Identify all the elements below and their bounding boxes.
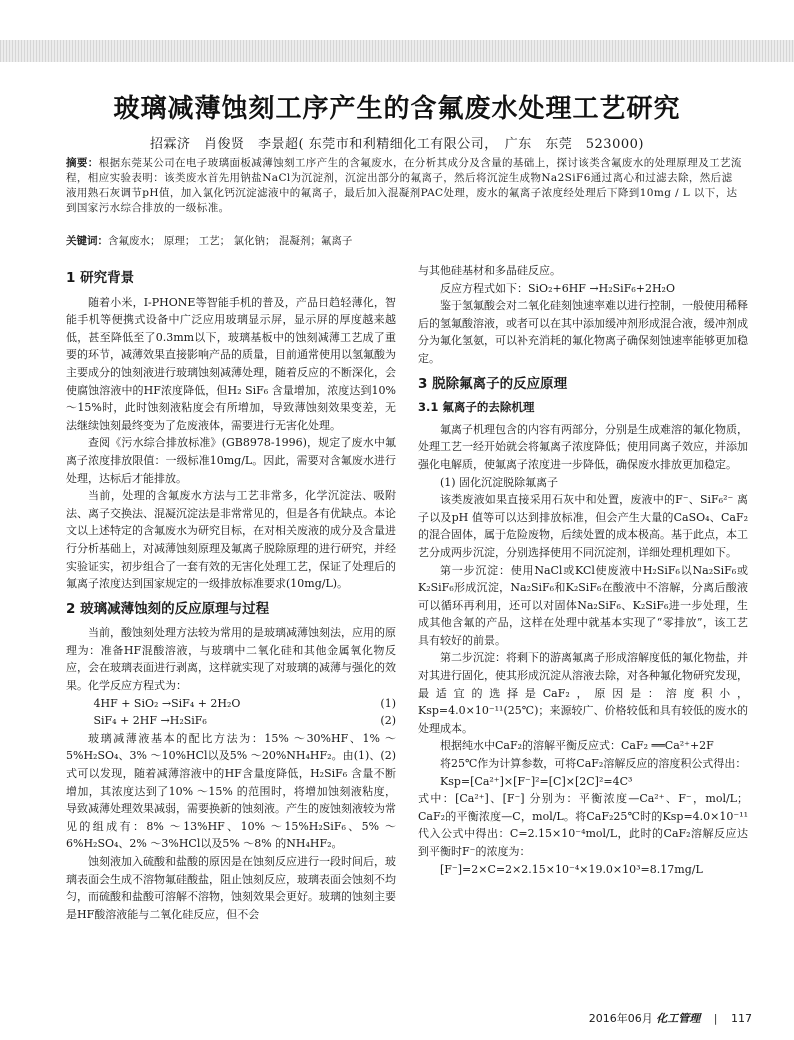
paragraph: 当前，处理的含氟废水方法与工艺非常多，化学沉淀法、吸附法、离子交换法、混凝沉淀法是非常常见的，但是各有优缺点。本论文以上述特定的含氟废水为研究目标，在对相关废液的成分及含量进行分析基础上，对减薄蚀刻原理及氟离子脱除原理的进行研究，并经实验证实，初步组合了一套有效的无害化处理工艺，保证了处理后的氟离子浓度达到国家规定的一级排放标准要求(10mg/L)。 <box>66 489 396 591</box>
paragraph: 氟离子机理包含的内容有两部分，分别是生成难溶的氟化物质，处理工艺一经开始就会将氟离子浓度降低；使用同离子效应，并添加强化电解质，使氟离子浓度进一步降低，确保废水排放更加稳定。 <box>418 422 748 471</box>
paragraph: 随着小米，I-PHONE等智能手机的普及，产品日趋轻薄化，智能手机等便携式设备中广泛应用玻璃显示屏，显示屏的厚度越来越低，甚至降低至了0.3mm以下，玻璃基板中的蚀刻减薄工艺成了重要的环节，减薄效果直接影响产品的质量，目前通常使用以氢氟酸为主要成分的蚀刻液进行玻璃蚀刻减薄处理，随着反应的不断深化，会使腐蚀溶液中的HF浓度降低，但H₂ SiF₆ 含量增加，浓度达到10% ～15%时，此时蚀刻液粘度会有所增加，导致薄蚀刻效果变差，无法继续蚀刻最终变为了危废液体，需要进行无害化处理。 <box>66 295 396 432</box>
keywords-text: 含氟废水； 原理； 工艺； 氯化钠； 混凝剂；氟离子 <box>108 235 353 247</box>
right-column <box>418 262 748 878</box>
equation-2 <box>66 712 396 730</box>
page-footer <box>0 1010 752 1026</box>
paragraph: 反应方程式如下：SiO₂+6HF →H₂SiF₆+2H₂O <box>440 281 675 295</box>
section-heading-3: 3 脱除氟离子的反应原理 <box>418 375 568 392</box>
header-band <box>0 40 794 62</box>
section-heading-2: 2 玻璃减薄蚀刻的反应原理与过程 <box>66 600 270 617</box>
paragraph: 式中：[Ca²⁺]、[F⁻] 分别为：平衡浓度—Ca²⁺、F⁻，mol/L；CaF₂的平衡浓度—C，mol/L。将CaF₂25℃时的Ksp=4.0×10⁻¹¹ 代入公式中得出：C=2.15×10⁻⁴mol/L，此时的CaF₂溶解反应达到平衡时F⁻的浓度为： <box>418 792 748 858</box>
paragraph: 查阅《污水综合排放标准》(GB8978-1996)，规定了废水中氟离子浓度排放限值：一级标准10mg/L。因此，需要对含氟废水进行处理，达标后才能排放。 <box>66 436 396 485</box>
abstract-label: 摘要： <box>66 157 99 169</box>
equation-number: (1) <box>380 696 396 710</box>
footer-journal: 化工管理 <box>656 1012 701 1025</box>
paragraph: 与其他硅基材和多晶硅反应。 <box>418 264 561 277</box>
paragraph: (1) 固化沉淀脱除氟离子 <box>440 475 559 489</box>
paragraph: 玻璃减薄液基本的配比方法为：15% ～30%HF、1% ～5%H₂SO₄、3% ～10%HCl以及5% ～20%NH₄HF₂。由(1)、(2)式可以发现，随着减薄溶液中的HF含量度降低，H₂SiF₆ 含量不断增加，其浓度达到了10% ～15% 的范围时，将增加蚀刻液粘度，导致减薄处理效果减弱，需要换新的蚀刻液。产生的废蚀刻液较为常见的组成有：8% ～13%HF、10% ～15%H₂SiF₆、5% ～6%H₂SO₄、2% ～3%HCl以及5% ～8% 的NH₄HF₂。 <box>66 731 396 851</box>
footer-separator: | <box>713 1012 718 1025</box>
paragraph: 根据纯水中CaF₂的溶解平衡反应式：CaF₂ ══Ca²⁺+2F <box>440 739 714 753</box>
equation-1 <box>66 695 396 713</box>
abstract <box>66 156 742 216</box>
section-heading-1: 1 研究背景 <box>66 270 135 286</box>
paper-title: 玻璃减薄蚀刻工序产生的含氟废水处理工艺研究 <box>113 94 681 124</box>
paragraph: 第二步沉淀：将剩下的游离氟离子形成溶解度低的氟化物盐，并对其进行固化，使其形成沉淀从溶液去除，对各种氟化物研究发现，最适宜的选择是CaF₂，原因是：溶度积小，Ksp=4.0×10⁻¹¹(25℃)；来源较广、价格较低和具有较低的废水的处理成本。 <box>418 651 748 735</box>
paragraph: 第一步沉淀：使用NaCl或KCl使废液中H₂SiF₆以Na₂SiF₆或K₂SiF₆形成沉淀，Na₂SiF₆和K₂SiF₆在酸液中不溶解，分离后酸液可以循环再利用，还可以对固体Na₂SiF₆、K₂SiF₆进一步处理，生成其他含氟的产品，这样在处理中就基本实现了“零排放”，该工艺具有较好的前景。 <box>418 563 748 647</box>
equation-text: 4HF + SiO₂ →SiF₄ + 2H₂O <box>93 696 241 710</box>
footer-date: 2016年06月 <box>588 1012 653 1025</box>
equation-4: [F⁻]=2×C=2×2.15×10⁻⁴×19.0×10³=8.17mg/L <box>440 862 703 876</box>
paper-authors: 招霖济 肖俊贤 李景超( 东莞市和利精细化工有限公司， 广东 东莞 523000) <box>150 137 644 152</box>
subsection-heading-3-1: 3.1 氟离子的去除机理 <box>418 400 535 415</box>
paragraph: 当前，酸蚀刻处理方法较为常用的是玻璃减薄蚀刻法，应用的原理为：准备HF混酸溶液，与玻璃中二氧化硅和其他金属氧化物反应，会在玻璃表面进行剥离，这样就实现了对玻璃的减薄与强化的效果。化学反应方程式为： <box>66 626 396 693</box>
equation-3: Ksp=[Ca²⁺]×[F⁻]²=[C]×[2C]²=4C³ <box>440 774 633 788</box>
abstract-text: 根据东莞某公司在电子玻璃面板减薄蚀刻工序产生的含氟废水，在分析其成分及含量的基础上，探讨该类含氟废水的处理原理及工艺流程，相应实验表明：该类废水首先用钠盐NaCl为沉淀剂，沉淀出部分的氟离子，然后将沉淀生成物Na2SiF6通过离心和过滤去除，然后滤液用熟石灰调节pH值，加入氯化钙沉淀滤液中的氟离子，最后加入混凝剂PAC处理，废水的氟离子浓度经处理后下降到10mg / L 以下，达到国家污水综合排放的一级标准。 <box>66 157 742 214</box>
paragraph: 鉴于氢氟酸会对二氧化硅刻蚀速率难以进行控制，一般使用稀释后的氢氟酸溶液，或者可以在其中添加缓冲剂形成混合液，缓冲剂成分为氟化氢氨，可以补充消耗的氟化物离子确保刻蚀速率能够更加稳定。 <box>418 299 748 365</box>
paragraph: 蚀刻液加入硫酸和盐酸的原因是在蚀刻反应进行一段时间后，玻璃表面会生成不溶物氟硅酸盐，阻止蚀刻反应，玻璃表面会蚀刻不均匀，而硫酸和盐酸可溶解不溶物，蚀刻效果会更好。玻璃的蚀刻主要是HF酸溶液能与二氧化硅反应，但不会 <box>66 855 396 921</box>
keywords <box>66 233 742 248</box>
paragraph: 该类废液如果直接采用石灰中和处置，废液中的F⁻、SiF₆²⁻ 离子以及pH 值等可以达到排放标准，但会产生大量的CaSO₄、CaF₂的混合固体，属于危险废物，后续处置的成本极高。基于此点，本工艺分成两步沉淀，分别选择使用不同沉淀剂，详细处理机理如下。 <box>418 493 748 559</box>
equation-text: SiF₄ + 2HF →H₂SiF₆ <box>93 714 207 728</box>
footer-page-number: 117 <box>731 1012 752 1025</box>
paragraph: 将25℃作为计算参数，可将CaF₂溶解反应的溶度积公式得出： <box>440 757 747 771</box>
keywords-label: 关键词： <box>66 235 108 247</box>
equation-number: (2) <box>380 714 396 728</box>
left-column <box>66 262 396 923</box>
